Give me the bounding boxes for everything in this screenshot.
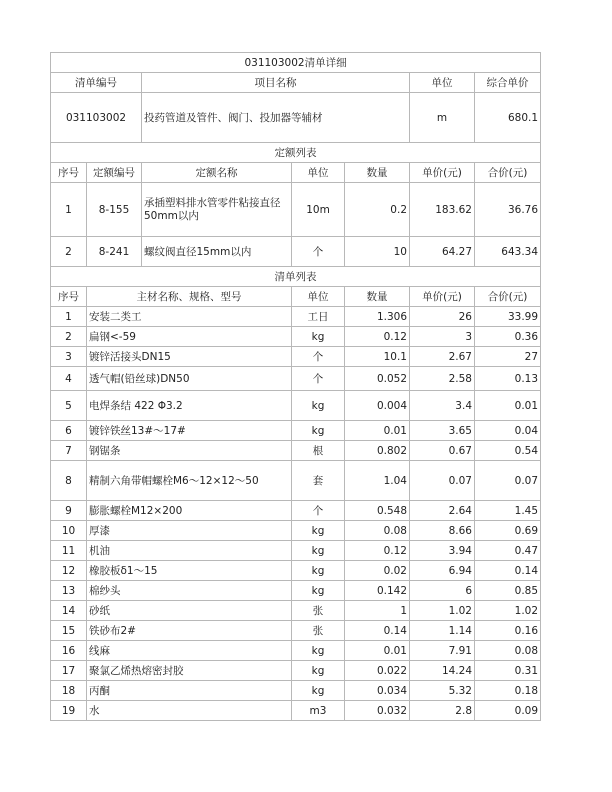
material-price: 8.66 [410,521,475,541]
header-bill-name: 项目名称 [142,73,410,93]
material-seq: 17 [51,661,87,681]
material-price: 5.32 [410,681,475,701]
material-price: 1.02 [410,601,475,621]
material-row [51,391,541,421]
material-total: 0.85 [475,581,541,601]
material-qty: 0.01 [345,421,410,441]
material-seq: 9 [51,501,87,521]
material-qty: 0.548 [345,501,410,521]
quota-unit: 个 [292,237,345,267]
quota-row [51,237,541,267]
material-price: 2.8 [410,701,475,721]
material-row [51,601,541,621]
quota-price: 64.27 [410,237,475,267]
material-name: 聚氯乙烯热熔密封胶 [87,661,292,681]
material-total: 1.02 [475,601,541,621]
material-seq: 19 [51,701,87,721]
quota-qty: 10 [345,237,410,267]
material-unit: 个 [292,367,345,391]
material-seq: 12 [51,561,87,581]
material-seq: 8 [51,461,87,501]
material-price: 0.07 [410,461,475,501]
quota-row [51,183,541,237]
material-seq: 6 [51,421,87,441]
quota-header-total: 合价(元) [475,163,541,183]
quota-header-code: 定额编号 [87,163,142,183]
material-qty: 0.12 [345,327,410,347]
material-price: 26 [410,307,475,327]
material-total: 0.13 [475,367,541,391]
material-row [51,501,541,521]
quota-header-seq: 序号 [51,163,87,183]
material-unit: kg [292,581,345,601]
bill-header-row [51,73,541,93]
quota-header-price: 单价(元) [410,163,475,183]
material-unit: 个 [292,347,345,367]
material-total: 0.47 [475,541,541,561]
material-price: 6.94 [410,561,475,581]
material-price: 0.67 [410,441,475,461]
material-header-price: 单价(元) [410,287,475,307]
material-seq: 7 [51,441,87,461]
material-total: 0.54 [475,441,541,461]
material-row [51,521,541,541]
quota-name: 螺纹阀直径15mm以内 [142,237,292,267]
material-name: 铁砂布2# [87,621,292,641]
material-unit: m3 [292,701,345,721]
material-total: 0.18 [475,681,541,701]
material-row [51,641,541,661]
material-row [51,621,541,641]
material-row [51,441,541,461]
quota-header-unit: 单位 [292,163,345,183]
quota-total: 643.34 [475,237,541,267]
material-seq: 4 [51,367,87,391]
material-total: 0.01 [475,391,541,421]
quota-section-title: 定额列表 [51,143,541,163]
material-row [51,461,541,501]
material-qty: 0.022 [345,661,410,681]
material-header-row [51,287,541,307]
material-unit: kg [292,561,345,581]
material-name: 膨胀螺栓M12×200 [87,501,292,521]
material-total: 0.07 [475,461,541,501]
material-seq: 11 [51,541,87,561]
material-header-qty: 数量 [345,287,410,307]
quota-seq: 1 [51,183,87,237]
material-total: 33.99 [475,307,541,327]
material-name: 水 [87,701,292,721]
material-unit: kg [292,541,345,561]
material-qty: 0.004 [345,391,410,421]
material-row [51,347,541,367]
material-total: 0.09 [475,701,541,721]
material-total: 0.08 [475,641,541,661]
material-qty: 0.034 [345,681,410,701]
material-qty: 1.306 [345,307,410,327]
material-qty: 1.04 [345,461,410,501]
material-name: 镀锌铁丝13#～17# [87,421,292,441]
material-price: 14.24 [410,661,475,681]
material-total: 0.14 [475,561,541,581]
material-qty: 0.12 [345,541,410,561]
material-total: 0.36 [475,327,541,347]
material-section-title: 清单列表 [51,267,541,287]
material-qty: 0.052 [345,367,410,391]
material-row [51,681,541,701]
material-unit: 张 [292,621,345,641]
material-name: 厚漆 [87,521,292,541]
material-name: 透气帽(铅丝球)DN50 [87,367,292,391]
quota-total: 36.76 [475,183,541,237]
material-unit: kg [292,421,345,441]
material-name: 镀锌活接头DN15 [87,347,292,367]
material-price: 2.67 [410,347,475,367]
material-seq: 15 [51,621,87,641]
material-price: 3.65 [410,421,475,441]
material-seq: 10 [51,521,87,541]
material-unit: kg [292,327,345,347]
material-name: 线麻 [87,641,292,661]
bill-detail-table [50,52,541,721]
header-bill-code: 清单编号 [51,73,142,93]
bill-price: 680.1 [475,93,541,143]
material-qty: 0.142 [345,581,410,601]
material-price: 3.4 [410,391,475,421]
material-name: 棉纱头 [87,581,292,601]
material-unit: 个 [292,501,345,521]
material-qty: 0.02 [345,561,410,581]
material-name: 丙酮 [87,681,292,701]
quota-code: 8-155 [87,183,142,237]
material-unit: kg [292,661,345,681]
material-price: 7.91 [410,641,475,661]
material-unit: 工日 [292,307,345,327]
material-price: 1.14 [410,621,475,641]
quota-seq: 2 [51,237,87,267]
material-price: 3 [410,327,475,347]
material-row [51,367,541,391]
material-header-name: 主材名称、规格、型号 [87,287,292,307]
material-unit: kg [292,521,345,541]
material-total: 0.04 [475,421,541,441]
material-unit: 套 [292,461,345,501]
quota-unit: 10m [292,183,345,237]
material-unit: kg [292,641,345,661]
material-price: 2.64 [410,501,475,521]
material-name: 橡胶板δ1～15 [87,561,292,581]
material-name: 安装二类工 [87,307,292,327]
material-name: 精制六角带帽螺栓M6～12×12～50 [87,461,292,501]
material-seq: 18 [51,681,87,701]
material-qty: 0.01 [345,641,410,661]
material-name: 扁钢<-59 [87,327,292,347]
material-row [51,307,541,327]
material-qty: 10.1 [345,347,410,367]
quota-qty: 0.2 [345,183,410,237]
bill-name: 投药管道及管件、阀门、投加器等辅材 [142,93,410,143]
material-seq: 2 [51,327,87,347]
material-seq: 3 [51,347,87,367]
material-price: 2.58 [410,367,475,391]
material-unit: kg [292,391,345,421]
material-row [51,541,541,561]
material-unit: kg [292,681,345,701]
material-qty: 0.802 [345,441,410,461]
quota-header-name: 定额名称 [142,163,292,183]
material-seq: 16 [51,641,87,661]
material-row [51,421,541,441]
quota-header-qty: 数量 [345,163,410,183]
bill-unit: m [410,93,475,143]
material-unit: 张 [292,601,345,621]
material-total: 0.69 [475,521,541,541]
quota-price: 183.62 [410,183,475,237]
material-qty: 1 [345,601,410,621]
material-qty: 0.032 [345,701,410,721]
material-total: 27 [475,347,541,367]
material-name: 电焊条结 422 Φ3.2 [87,391,292,421]
material-total: 0.31 [475,661,541,681]
material-seq: 1 [51,307,87,327]
quota-code: 8-241 [87,237,142,267]
material-row [51,561,541,581]
material-header-total: 合价(元) [475,287,541,307]
bill-code: 031103002 [51,93,142,143]
material-row [51,701,541,721]
material-header-unit: 单位 [292,287,345,307]
material-seq: 13 [51,581,87,601]
material-row [51,661,541,681]
bill-row [51,93,541,143]
material-name: 机油 [87,541,292,561]
material-qty: 0.14 [345,621,410,641]
material-seq: 14 [51,601,87,621]
material-row [51,327,541,347]
material-total: 1.45 [475,501,541,521]
material-row [51,581,541,601]
material-qty: 0.08 [345,521,410,541]
quota-header-row [51,163,541,183]
material-price: 3.94 [410,541,475,561]
material-unit: 根 [292,441,345,461]
material-name: 钢锯条 [87,441,292,461]
material-name: 砂纸 [87,601,292,621]
material-header-seq: 序号 [51,287,87,307]
quota-name: 承插塑料排水管零件粘接直径50mm以内 [142,183,292,237]
material-seq: 5 [51,391,87,421]
material-total: 0.16 [475,621,541,641]
header-bill-price: 综合单价 [475,73,541,93]
material-price: 6 [410,581,475,601]
table-title: 031103002清单详细 [51,53,541,73]
header-bill-unit: 单位 [410,73,475,93]
